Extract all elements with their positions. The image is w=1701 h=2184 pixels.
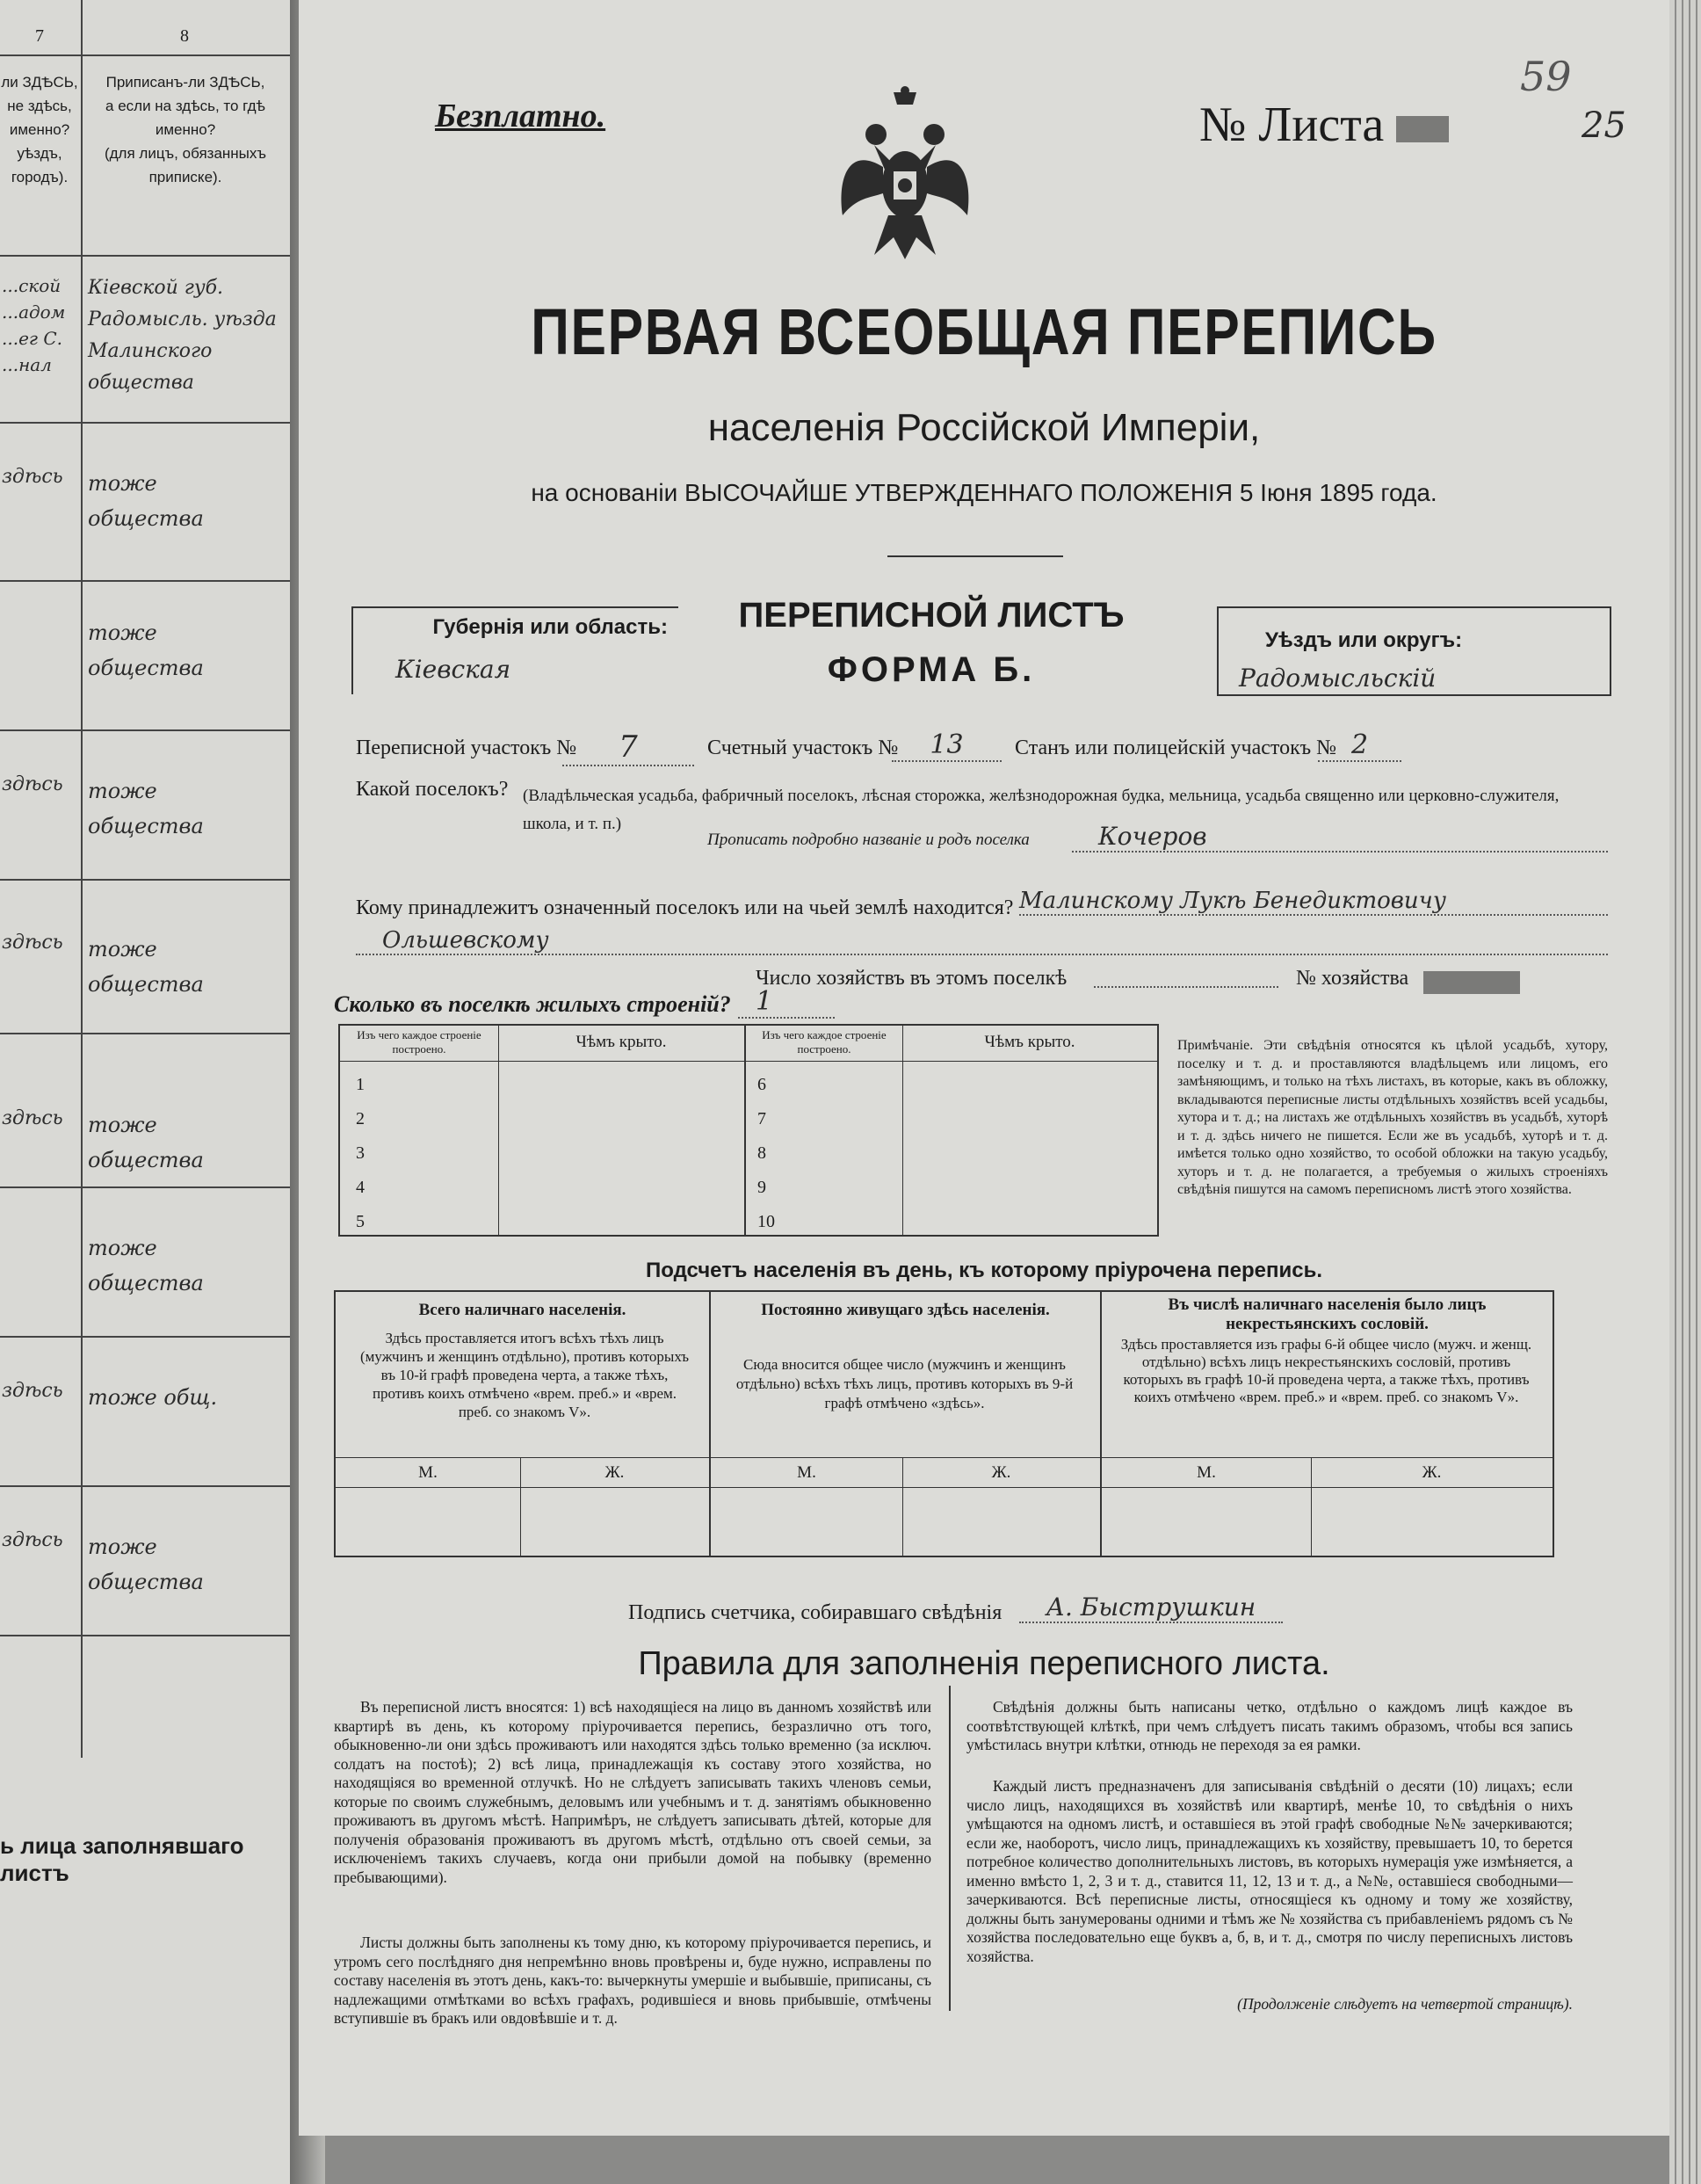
guberniya-label: Губернія или область: bbox=[432, 615, 668, 639]
column-8-header: Приписанъ-ли ЗДѢСЬ, а если на здѣсь, то гдѣ именно? (для лицъ, обязанныхъ приписке). bbox=[104, 74, 267, 185]
uchastok-value[interactable]: 7 bbox=[562, 729, 694, 766]
counter-signature[interactable]: А. Быструшкин bbox=[1019, 1593, 1283, 1623]
entry-7-5: здѣсь bbox=[2, 932, 63, 954]
entry-8-2: тоже общества bbox=[88, 471, 204, 531]
entry-8-4: тоже общества bbox=[88, 779, 204, 838]
col2-text: Сюда вносится общее число (мужчинъ и женщинъ отдѣльно) всѣхъ тѣхъ лицъ, противъ которыхъ въ 9-й графѣ отмѣчено «здѣсь». bbox=[735, 1356, 1074, 1411]
owner-value-1[interactable]: Малинскому Лукѣ Бенедиктовичу bbox=[1019, 888, 1608, 916]
entry-7-9: здѣсь bbox=[2, 1529, 63, 1551]
poselok-hint: (Владѣльческая усадьба, фабричный поселокъ, лѣсная сторожка, желѣзнодорожная будка, мельница, усадьба священно или церковно-служителя, школа, и т. п.) bbox=[523, 787, 1560, 833]
page-title: ПЕРВАЯ ВСЕОБЩАЯ ПЕРЕПИСЬ bbox=[531, 295, 1437, 368]
decree-line: на основаніи ВЫСОЧАЙШЕ УТВЕРЖДЕННАГО ПОЛОЖЕНІЯ 5 Іюня 1895 года. bbox=[531, 479, 1437, 506]
sheet-number-value: 25 bbox=[1582, 105, 1626, 146]
double-headed-eagle-emblem bbox=[830, 83, 980, 268]
entry-7-6: здѣсь bbox=[2, 1107, 63, 1129]
column-number-7: 7 bbox=[35, 26, 44, 46]
entry-7-8: здѣсь bbox=[2, 1380, 63, 1402]
form-subtitle: ФОРМА Б. bbox=[827, 650, 1036, 689]
struck-number bbox=[1396, 116, 1449, 142]
entry-8-6: тоже общества bbox=[88, 1113, 204, 1172]
rules-title: Правила для заполненія переписного листа. bbox=[638, 1645, 1330, 1682]
entry-8-7: тоже общества bbox=[88, 1236, 204, 1295]
rules-right-p2: Каждый листъ предназначенъ для записыванія свѣдѣній о десяти (10) лицахъ; если число лицъ, находящихся въ хозяйствѣ или квартирѣ, менѣе 10, то свѣдѣнія о нихъ умѣщаются на одномъ листѣ, и оставшіеся въ этой графѣ свободные №№ зачеркиваются; если же, наоборотъ, число лицъ, принадлежащихъ къ хозяйству, превышаетъ 10, то берется потребное количество дополнительныхъ листовъ, въ которыхъ нумерація уже измѣняется, а именно вмѣсто 1, 2, 3 и т. д., ставится 11, 12, 13 и т. д., а №№, оставшіеся свободными—зачеркиваются. Всѣ переписные листы, относящіеся къ одному и тому же хозяйству, должны быть занумерованы одними и тѣмъ же № хозяйства съ прибавленіемъ рядомъ съ № хозяйства последовательно еще буквъ а, б, в, и т. д., смотря по числу переписныхъ листовъ хозяйства. bbox=[966, 1777, 1573, 1965]
col1-m: М. bbox=[418, 1463, 438, 1482]
owner-label: Кому принадлежитъ означенный поселокъ или на чьей землѣ находится? bbox=[356, 896, 1014, 919]
row-numbers-right: 6 7 8 9 10 bbox=[757, 1075, 775, 1231]
form-title: ПЕРЕПИСНОЙ ЛИСТЪ bbox=[738, 596, 1125, 635]
sheet-number-label: № Листа bbox=[1199, 97, 1449, 153]
col3-title: Въ числѣ наличнаго населенія было лицъ некрестьянскихъ сословій. bbox=[1168, 1295, 1487, 1333]
col1-title: Всего наличнаго населенія. bbox=[418, 1301, 626, 1319]
rules-left-p1: Въ переписной листъ вносятся: 1) всѣ находящіеся на лицо въ данномъ хозяйствѣ или квартирѣ въ день, къ которому пріурочивается перепись, безразлично отъ того, обыкновенно-ли они здѣсь проживаютъ или находятся здѣсь только временно (за исключ. солдатъ на постоѣ); 2) всѣ лица, принадлежащія къ составу этого хозяйства, но находящіяся во временной отлучкѣ. Но не слѣдуетъ записывать такихъ членовъ семьи, которые по своимъ служебнымъ, деловымъ или учебнымъ и т. д. занятіямъ обыкновенно проживаютъ въ другомъ мѣстѣ. Напримѣръ, не слѣдуетъ записывать дѣтей, которые для полученія образованія проживаютъ въ другомъ мѣстѣ, отдѣльно отъ своей семьи, за исключеніемъ такихъ случаевъ, когда они прибыли домой на побывку (временно пребывающими). bbox=[334, 1698, 931, 1886]
col3-m: М. bbox=[1197, 1463, 1216, 1482]
left-page-strip bbox=[0, 0, 292, 2184]
buildings-note: Примѣчаніе. Эти свѣдѣнія относятся къ цѣлой усадьбѣ, хутору, поселку и т. д. и проставляются владѣльцемъ или лицомъ, его замѣняющимъ, и только на тѣхъ листахъ, въ которые, какъ въ обложку, вкладываются переписные листы отдѣльныхъ хозяйствъ всей усадьбы, хутора и т. д.; на листахъ же отдѣльныхъ хозяйствъ въ усадьбѣ, хуторѣ и т. д. здѣсь ничего не пишется. Если же въ усадьбѣ, хуторѣ и т. д. имѣется только одно хозяйство, то особой обложки на такую усадьбу, хуторъ и т. д. не полагается, а требуемыя о жилыхъ строеніяхъ свѣдѣнія пишутся на самомъ переписномъ листѣ этого хозяйства. bbox=[1177, 1038, 1608, 1197]
page-subtitle: населенія Россійской Имперіи, bbox=[707, 406, 1261, 449]
stan-value[interactable]: 2 bbox=[1318, 729, 1401, 762]
archive-number: 59 bbox=[1520, 53, 1572, 100]
entry-7-2: здѣсь bbox=[2, 466, 63, 488]
uezd-label: Уѣздъ или округъ: bbox=[1265, 628, 1463, 652]
title-divider bbox=[887, 555, 1063, 557]
rules-column-divider bbox=[949, 1686, 951, 2011]
uchastok-label: Переписной участокъ № bbox=[356, 736, 577, 759]
built-from-header-right: Изъ чего каждое строеніе построено. bbox=[762, 1028, 887, 1056]
col2-m: М. bbox=[797, 1463, 816, 1482]
roof-header-right: Чѣмъ крыто. bbox=[984, 1033, 1075, 1051]
census-form-page bbox=[299, 0, 1669, 2136]
rules-right-p1: Свѣдѣнія должны быть написаны четко, отдѣльно о каждомъ лицѣ каждое въ соотвѣтствующей клѣткѣ, при чемъ слѣдуетъ писать такимъ образомъ, чтобы вся запись умѣстилась внутри клѣтки, отнюдь не переходя за ея рамки. bbox=[966, 1698, 1573, 1753]
column-7-header: ли ЗДѢСЬ, не здѣсь, именно? уѣздъ, городъ). bbox=[1, 74, 78, 185]
col2-title: Постоянно живущаго здѣсь населенія. bbox=[761, 1301, 1050, 1319]
entry-8-8: тоже общ. bbox=[88, 1385, 218, 1410]
col2-zh: Ж. bbox=[991, 1463, 1011, 1482]
entry-8-1: Кіевской губ. Радомысль. уѣзда Малинского общества bbox=[88, 277, 277, 394]
stan-label: Станъ или полицейскій участокъ № bbox=[1015, 736, 1337, 759]
built-from-header-left: Изъ чего каждое строеніе построено. bbox=[357, 1028, 481, 1056]
schetny-value[interactable]: 13 bbox=[892, 729, 1002, 762]
buildings-table bbox=[338, 1024, 1159, 1237]
poselok-value[interactable]: Кочеров bbox=[1072, 822, 1608, 853]
population-count-table bbox=[334, 1290, 1554, 1557]
stacked-sheet-edges bbox=[1669, 0, 1701, 2184]
entry-8-9: тоже общества bbox=[88, 1535, 204, 1594]
household-no-label: № хозяйства bbox=[1296, 967, 1409, 990]
rules-continued-note: (Продолженіе слѣдуетъ на четвертой страницѣ). bbox=[1237, 1995, 1573, 2013]
column-number-8: 8 bbox=[180, 26, 189, 46]
left-footer-label: ь лица заполнявшаго листъ bbox=[0, 1832, 244, 1886]
entry-7-1: ...ской ...адом ...ег С. ...нал bbox=[2, 275, 66, 375]
col3-zh: Ж. bbox=[1422, 1463, 1442, 1482]
poselok-label: Какой поселокъ? bbox=[356, 778, 509, 801]
guberniya-value[interactable]: Кіевская bbox=[395, 655, 511, 684]
row-numbers-left: 1 2 3 4 5 bbox=[356, 1075, 365, 1231]
free-label: Безплатно. bbox=[435, 98, 606, 134]
households-value[interactable] bbox=[1094, 986, 1278, 988]
entry-8-3: тоже общества bbox=[88, 620, 204, 680]
struck-household-no bbox=[1423, 971, 1520, 994]
rules-left-p2: Листы должны быть заполнены къ тому дню, къ которому пріурочивается перепись, и утромъ сего послѣдняго дня непремѣнно вновь провѣрены и, буде нужно, исправлены по составу населенія въ этотъ день, какъ-то: вычеркнуты умершіе и выбывшіе, приписаны, съ надлежащими отмѣтками во всѣхъ графахъ, родившіеся и вновь прибывшіе, отмѣчены вступившіе въ бракъ или овдовѣвшіе и т. д. bbox=[334, 1934, 931, 2027]
entry-8-5: тоже общества bbox=[88, 937, 204, 997]
count-title: Подсчетъ населенія въ день, къ которому пріурочена перепись. bbox=[646, 1259, 1322, 1282]
entry-7-4: здѣсь bbox=[2, 773, 63, 795]
col3-text: Здѣсь проставляется изъ графы 6-й общее число (мужч. и женщ. отдѣльно) всѣхъ лицъ некрестьянскихъ сословій, противъ которыхъ въ графѣ 10-й проведена черта, а также тѣхъ, противъ коихъ отмѣчено «врем. преб.» и «врем. преб. со знакомъ V». bbox=[1120, 1336, 1532, 1405]
roof-header-left: Чѣмъ крыто. bbox=[575, 1033, 667, 1051]
buildings-label: Сколько въ поселкѣ жилыхъ строеній? bbox=[334, 991, 731, 1017]
col1-text: Здѣсь проставляется итогъ всѣхъ тѣхъ лицъ (мужчинъ и женщинъ отдѣльно), противъ которыхъ въ 10-й графѣ проведена черта, а также тѣхъ, противъ коихъ отмѣчено «врем. преб.» и «врем. преб. со знакомъ V». bbox=[360, 1330, 689, 1420]
households-label: Число хозяйствъ въ этомъ поселкѣ bbox=[756, 967, 1068, 990]
schetny-label: Счетный участокъ № bbox=[707, 736, 899, 759]
uezd-value[interactable]: Радомысльскій bbox=[1239, 664, 1437, 693]
col1-zh: Ж. bbox=[604, 1463, 625, 1482]
owner-value-2[interactable]: Ольшевскому bbox=[356, 927, 1608, 955]
poselok-instruction: Прописать подробно названіе и родъ поселка bbox=[707, 831, 1030, 849]
signature-label: Подпись счетчика, собиравшаго свѣдѣнія bbox=[628, 1601, 1003, 1624]
buildings-value[interactable]: 1 bbox=[738, 986, 835, 1019]
